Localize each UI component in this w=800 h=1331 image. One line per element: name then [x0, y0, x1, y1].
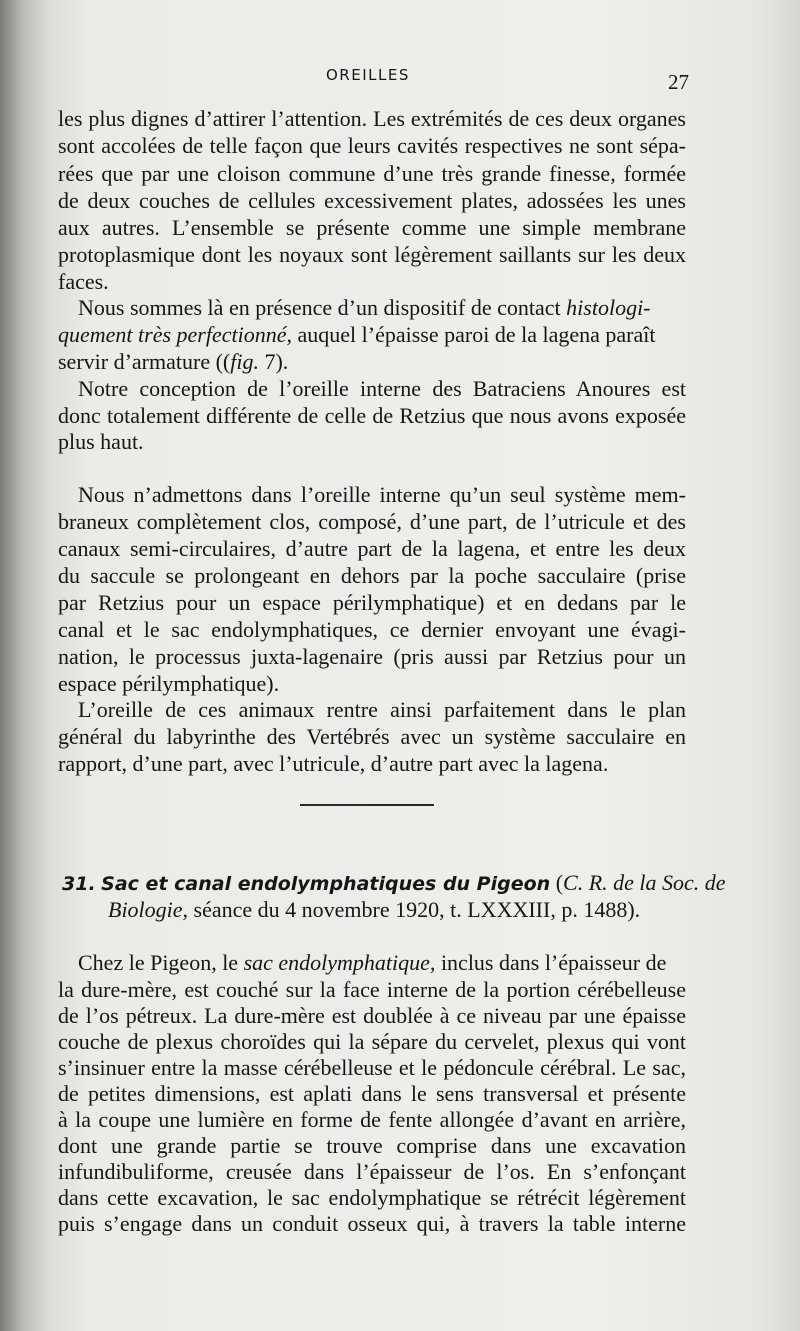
text-line: protoplasmique dont les noyaux sont légèrement saillants sur les deux [58, 242, 686, 267]
text-line: la dure-mère, est couché sur la face interne de la portion cérébelleuse [58, 977, 686, 1002]
text-line: braneux complètement clos, composé, d’une part, de l’utricule et des [58, 509, 686, 534]
text-line: à la coupe une lumière en forme de fente allongée d’avant en arrière, [58, 1107, 686, 1132]
text-line: espace périlymphatique). [58, 671, 280, 696]
text-line: rapport, d’une part, avec l’utricule, d’autre part avec la lagena. [58, 751, 609, 776]
text-line: dans cette excavation, le sac endolymphatique se rétrécit légèrement [58, 1185, 686, 1210]
text-line: s’insinuer entre la masse cérébelleuse et le pédoncule cérébral. Le sac, [58, 1055, 686, 1080]
text-line: nation, le processus juxta-lagenaire (pris aussi par Retzius pour un [58, 644, 686, 669]
page-number: 27 [668, 70, 689, 94]
page-header [0, 64, 800, 94]
text-line: de l’os pétreux. La dure-mère est doublée à ce niveau par une épaisse [58, 1003, 686, 1028]
text-line: quement très perfectionné, auquel l’épaisse paroi de la lagena paraît [58, 322, 656, 347]
text-line: canaux semi-circulaires, d’autre part de la lagena, et entre les deux [58, 536, 686, 561]
section-reference: C. R. de la Soc. de [563, 870, 726, 895]
text-line: aux autres. L’ensemble se présente comme une simple membrane [58, 215, 686, 240]
text-line: de deux couches de cellules excessivement plates, adossées les unes [58, 188, 686, 213]
text-line: faces. [58, 269, 109, 294]
text-line: rées que par une cloison commune d’une très grande finesse, formée [58, 161, 686, 186]
text-line: canal et le sac endolymphatiques, ce dernier envoyant une évagi- [58, 617, 686, 642]
text-line: servir d’armature ((fig. 7). [58, 349, 289, 374]
text-line: de petites dimensions, est aplati dans le sens transversal et présente [58, 1081, 686, 1106]
section-heading: 31. Sac et canal endolymphatiques du Pigeon (C. R. de la Soc. de [62, 870, 726, 895]
text-line: plus haut. [58, 429, 144, 454]
text-line: infundibuliforme, creusée dans l’épaisseur de l’os. En s’enfonçant [58, 1159, 686, 1184]
section-heading-cont: Biologie, séance du 4 novembre 1920, t. LXXXIII, p. 1488). [108, 897, 641, 922]
running-title: OREILLES [326, 66, 410, 84]
text-line: puis s’engage dans un conduit osseux qui, à travers la table interne [58, 1211, 686, 1236]
text-line: par Retzius pour un espace périlymphatique) et en dedans par le [58, 590, 686, 615]
text-line: Chez le Pigeon, le sac endolymphatique, inclus dans l’épaisseur de [78, 950, 667, 975]
section-divider [300, 804, 434, 806]
text-line: Nous sommes là en présence d’un dispositif de contact histologi- [78, 295, 651, 320]
text-line: dont une grande partie se trouve comprise dans une excavation [58, 1133, 686, 1158]
text-line: Nous n’admettons dans l’oreille interne qu’un seul système mem- [78, 482, 686, 507]
text-line: L’oreille de ces animaux rentre ainsi parfaitement dans le plan [78, 697, 686, 722]
text-line: du saccule se prolongeant en dehors par la poche sacculaire (prise [58, 563, 686, 588]
text-line: sont accolées de telle façon que leurs cavités respectives ne sont sépa- [58, 133, 686, 158]
text-line: donc totalement différente de celle de Retzius que nous avons exposée [58, 403, 686, 428]
text-line: Notre conception de l’oreille interne des Batraciens Anoures est [78, 376, 686, 401]
section-number: 31. [62, 873, 96, 895]
text-line: couche de plexus choroïdes qui la sépare du cervelet, plexus qui vont [58, 1029, 686, 1054]
text-line: général du labyrinthe des Vertébrés avec un système sacculaire en [58, 724, 686, 749]
section-title: Sac et canal endolymphatiques du Pigeon [101, 873, 551, 895]
text-line: les plus dignes d’attirer l’attention. Les extrémités de ces deux organes [58, 106, 686, 131]
